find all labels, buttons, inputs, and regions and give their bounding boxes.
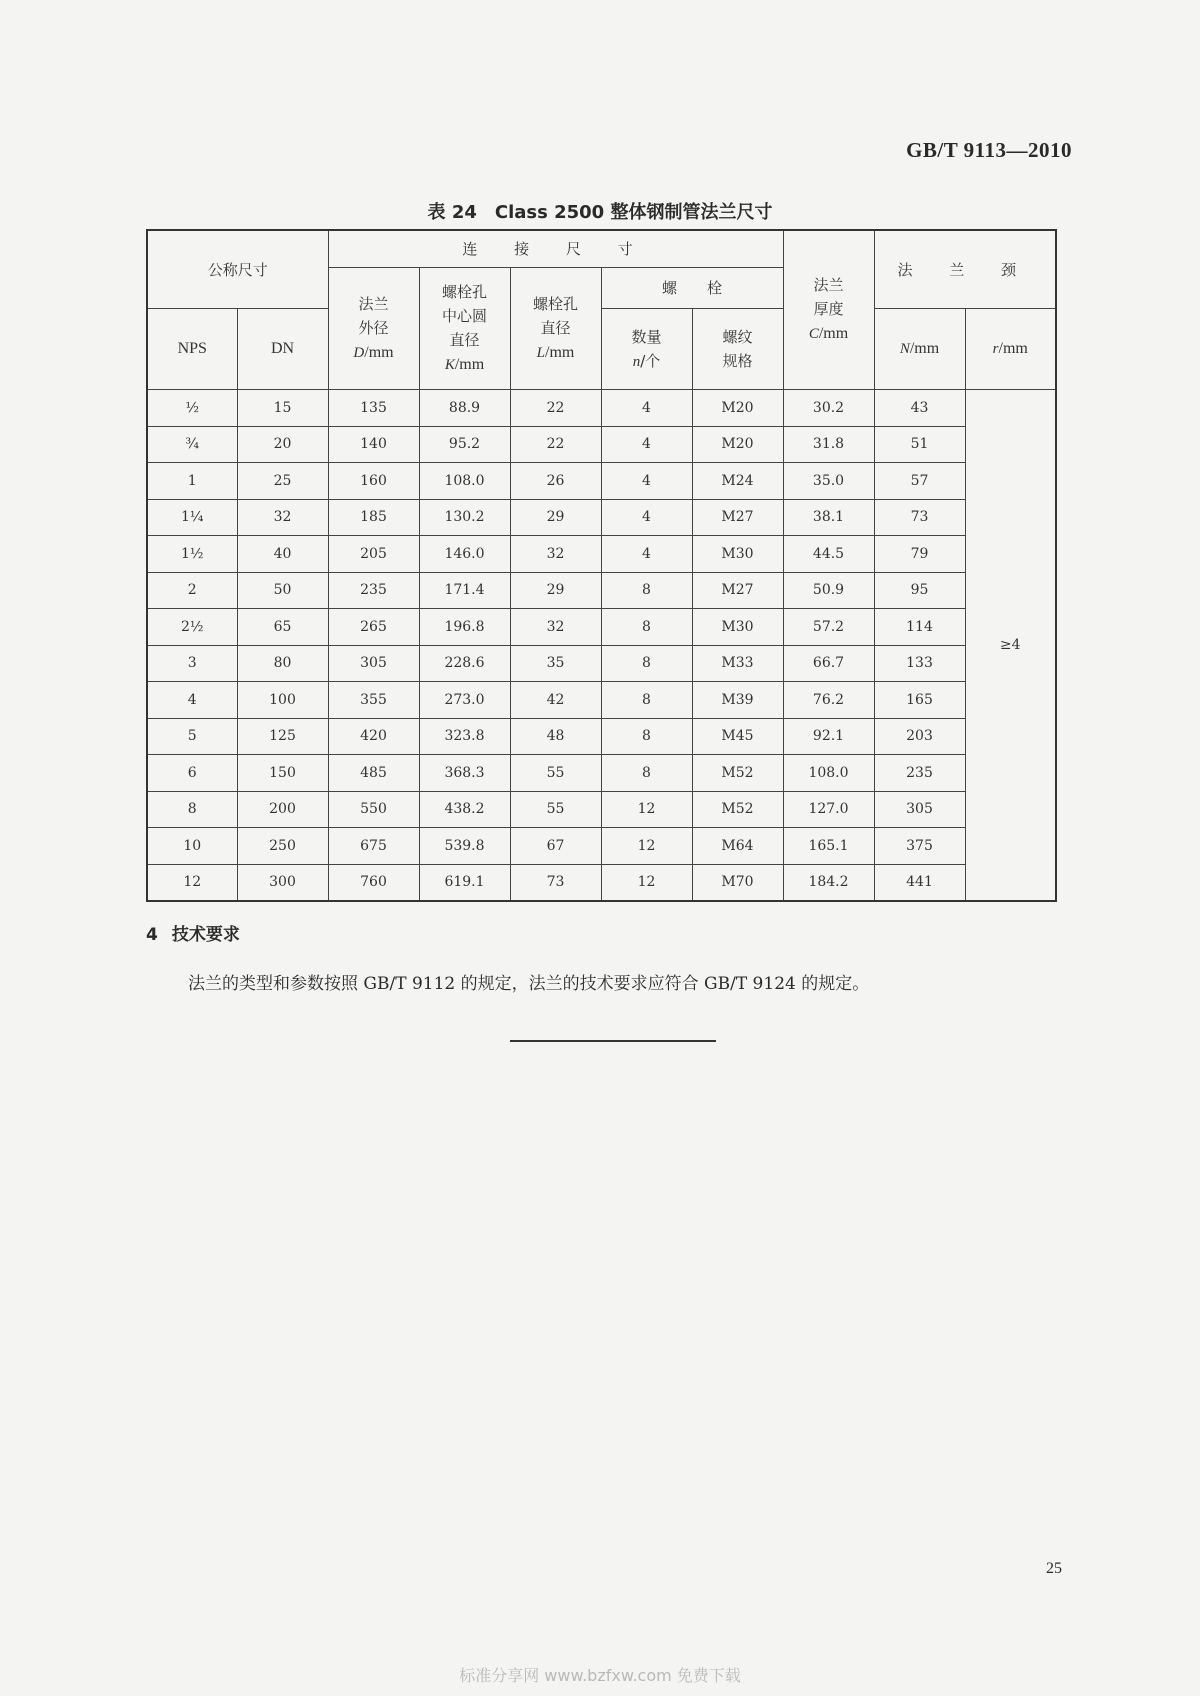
table-body (147, 390, 1056, 902)
cell-c: 30.2 (783, 390, 874, 427)
cell-nps: 3 (147, 645, 237, 682)
cell-dn: 25 (237, 463, 328, 500)
cell-l: 55 (510, 755, 601, 792)
cell-nps: 5 (147, 718, 237, 755)
header-flange-neck: 法 兰 颈 (874, 230, 1056, 309)
cell-d: 355 (328, 682, 419, 719)
header-bolt-hole-line2: 直径 (540, 318, 571, 337)
cell-n: 4 (601, 390, 692, 427)
cell-dn: 80 (237, 645, 328, 682)
cell-nps: 6 (147, 755, 237, 792)
cell-n: 165 (874, 682, 965, 719)
header-flange-od (328, 268, 419, 390)
header-bolt-thread-line2: 规格 (722, 352, 753, 370)
table-row (147, 828, 1056, 865)
cell-k: 228.6 (419, 645, 510, 682)
cell-k: 130.2 (419, 499, 510, 536)
cell-l: 48 (510, 718, 601, 755)
header-bolt-circle-unit: K/mm (444, 355, 485, 373)
cell-dn: 150 (237, 755, 328, 792)
header-bolt-circle (419, 268, 510, 390)
cell-d: 550 (328, 791, 419, 828)
header-neck-n: N/mm (874, 309, 965, 390)
cell-dn: 40 (237, 536, 328, 573)
header-nps: NPS (147, 309, 237, 390)
table-title: 表 24 Class 2500 整体钢制管法兰尺寸 (427, 202, 773, 223)
cell-dn: 125 (237, 718, 328, 755)
cell-c: 57.2 (783, 609, 874, 646)
header-bolt-circle-line2: 中心圆 (441, 306, 487, 325)
cell-l: 55 (510, 791, 601, 828)
cell-thread: M33 (692, 645, 783, 682)
cell-l: 35 (510, 645, 601, 682)
section-heading (146, 920, 240, 945)
cell-nps: 1¼ (147, 499, 237, 536)
cell-dn: 65 (237, 609, 328, 646)
cell-d: 135 (328, 390, 419, 427)
cell-n: 4 (601, 499, 692, 536)
cell-d: 485 (328, 755, 419, 792)
cell-k: 273.0 (419, 682, 510, 719)
cell-nps: 1 (147, 463, 237, 500)
cell-n: 133 (874, 645, 965, 682)
cell-thread: M20 (692, 390, 783, 427)
cell-l: 42 (510, 682, 601, 719)
section-body-text: 法兰的类型和参数按照 GB/T 9112 的规定，法兰的技术要求应符合 GB/T 9124 的规定。 (188, 974, 870, 994)
cell-k: 196.8 (419, 609, 510, 646)
cell-thread: M52 (692, 755, 783, 792)
cell-thread: M30 (692, 609, 783, 646)
cell-dn: 32 (237, 499, 328, 536)
cell-n: 12 (601, 864, 692, 901)
cell-k: 146.0 (419, 536, 510, 573)
cell-c: 76.2 (783, 682, 874, 719)
cell-n: 4 (601, 426, 692, 463)
cell-l: 22 (510, 426, 601, 463)
cell-c: 92.1 (783, 718, 874, 755)
table-row (147, 463, 1056, 500)
cell-n: 8 (601, 645, 692, 682)
header-flange-thickness-unit: C/mm (808, 325, 849, 343)
cell-k: 619.1 (419, 864, 510, 901)
header-flange-thickness-line2: 厚度 (813, 300, 844, 319)
cell-d: 140 (328, 426, 419, 463)
cell-n: 8 (601, 755, 692, 792)
table-row (147, 755, 1056, 792)
header-bolt-hole-line1: 螺栓孔 (532, 294, 578, 313)
cell-thread: M39 (692, 682, 783, 719)
table-row (147, 682, 1056, 719)
header-bolt-hole (510, 268, 601, 390)
cell-dn: 100 (237, 682, 328, 719)
cell-dn: 50 (237, 572, 328, 609)
table-row (147, 536, 1056, 573)
flange-dimension-table (146, 229, 1057, 902)
cell-d: 420 (328, 718, 419, 755)
cell-n: 114 (874, 609, 965, 646)
cell-thread: M30 (692, 536, 783, 573)
cell-n: 8 (601, 718, 692, 755)
table-row (147, 864, 1056, 901)
cell-n: 73 (874, 499, 965, 536)
cell-k: 88.9 (419, 390, 510, 427)
header-bolt-qty (601, 309, 692, 390)
cell-n: 79 (874, 536, 965, 573)
cell-thread: M70 (692, 864, 783, 901)
table-row (147, 499, 1056, 536)
table-row (147, 791, 1056, 828)
cell-l: 26 (510, 463, 601, 500)
cell-d: 265 (328, 609, 419, 646)
table-row (147, 645, 1056, 682)
header-bolt-circle-line3: 直径 (449, 330, 480, 349)
header-bolts: 螺 栓 (601, 268, 783, 309)
cell-k: 438.2 (419, 791, 510, 828)
table-row (147, 426, 1056, 463)
header-bolt-qty-line1: 数量 (631, 327, 662, 346)
cell-nps: 10 (147, 828, 237, 865)
end-rule (510, 1040, 716, 1042)
cell-k: 108.0 (419, 463, 510, 500)
cell-thread: M45 (692, 718, 783, 755)
cell-n: 203 (874, 718, 965, 755)
cell-n: 4 (601, 536, 692, 573)
header-flange-thickness (783, 230, 874, 390)
cell-n: 12 (601, 791, 692, 828)
cell-n: 12 (601, 828, 692, 865)
header-flange-od-line1: 法兰 (358, 294, 389, 313)
cell-k: 171.4 (419, 572, 510, 609)
cell-dn: 20 (237, 426, 328, 463)
cell-c: 184.2 (783, 864, 874, 901)
cell-thread: M27 (692, 572, 783, 609)
cell-dn: 300 (237, 864, 328, 901)
cell-c: 66.7 (783, 645, 874, 682)
cell-nps: ¾ (147, 426, 237, 463)
cell-d: 305 (328, 645, 419, 682)
cell-l: 22 (510, 390, 601, 427)
cell-c: 127.0 (783, 791, 874, 828)
section-number: 4 (146, 925, 158, 945)
cell-nps: ½ (147, 390, 237, 427)
header-bolt-hole-unit: L/mm (536, 343, 575, 361)
header-bolt-qty-unit: n/个 (632, 351, 661, 370)
header-flange-thickness-line1: 法兰 (813, 276, 844, 295)
header-dn: DN (237, 309, 328, 390)
header-bolt-circle-line1: 螺栓孔 (441, 282, 487, 301)
section-title: 技术要求 (171, 925, 240, 945)
standard-code: GB/T 9113—2010 (906, 138, 1072, 162)
cell-k: 368.3 (419, 755, 510, 792)
cell-c: 31.8 (783, 426, 874, 463)
cell-n: 51 (874, 426, 965, 463)
flange-dimension-table-wrapper (146, 229, 1057, 902)
cell-n: 8 (601, 682, 692, 719)
cell-nps: 1½ (147, 536, 237, 573)
cell-c: 35.0 (783, 463, 874, 500)
cell-l: 29 (510, 572, 601, 609)
header-neck-r: r/mm (965, 309, 1056, 390)
cell-l: 73 (510, 864, 601, 901)
cell-c: 44.5 (783, 536, 874, 573)
cell-d: 160 (328, 463, 419, 500)
cell-thread: M20 (692, 426, 783, 463)
cell-d: 205 (328, 536, 419, 573)
cell-n: 235 (874, 755, 965, 792)
table-row (147, 609, 1056, 646)
cell-n: 95 (874, 572, 965, 609)
cell-dn: 200 (237, 791, 328, 828)
cell-d: 235 (328, 572, 419, 609)
cell-k: 539.8 (419, 828, 510, 865)
cell-c: 165.1 (783, 828, 874, 865)
cell-d: 185 (328, 499, 419, 536)
header-connection-dims: 连 接 尺 寸 (328, 230, 783, 268)
cell-k: 323.8 (419, 718, 510, 755)
header-nominal-size: 公称尺寸 (147, 230, 328, 309)
cell-nps: 2½ (147, 609, 237, 646)
cell-nps: 2 (147, 572, 237, 609)
cell-nps: 12 (147, 864, 237, 901)
header-bolt-thread (692, 309, 783, 390)
cell-nps: 8 (147, 791, 237, 828)
table-row (147, 572, 1056, 609)
cell-nps: 4 (147, 682, 237, 719)
cell-l: 32 (510, 536, 601, 573)
cell-n: 57 (874, 463, 965, 500)
cell-l: 32 (510, 609, 601, 646)
cell-n: 8 (601, 572, 692, 609)
cell-n: 8 (601, 609, 692, 646)
table-row (147, 718, 1056, 755)
table-row (147, 390, 1056, 427)
cell-c: 108.0 (783, 755, 874, 792)
cell-c: 38.1 (783, 499, 874, 536)
watermark: 标准分享网 www.bzfxw.com 免费下载 (459, 1666, 741, 1685)
cell-thread: M64 (692, 828, 783, 865)
header-bolt-thread-line1: 螺纹 (722, 328, 753, 346)
cell-dn: 15 (237, 390, 328, 427)
cell-n: 305 (874, 791, 965, 828)
header-flange-od-line2: 外径 (358, 318, 389, 337)
cell-c: 50.9 (783, 572, 874, 609)
cell-n: 375 (874, 828, 965, 865)
cell-k: 95.2 (419, 426, 510, 463)
header-flange-od-unit: D/mm (353, 343, 394, 361)
cell-thread: M24 (692, 463, 783, 500)
cell-l: 29 (510, 499, 601, 536)
page-number: 25 (1046, 1560, 1062, 1577)
cell-r-value: ≥4 (965, 390, 1056, 902)
cell-thread: M52 (692, 791, 783, 828)
cell-l: 67 (510, 828, 601, 865)
cell-thread: M27 (692, 499, 783, 536)
cell-n: 4 (601, 463, 692, 500)
cell-d: 675 (328, 828, 419, 865)
cell-n: 441 (874, 864, 965, 901)
cell-dn: 250 (237, 828, 328, 865)
cell-d: 760 (328, 864, 419, 901)
cell-n: 43 (874, 390, 965, 427)
